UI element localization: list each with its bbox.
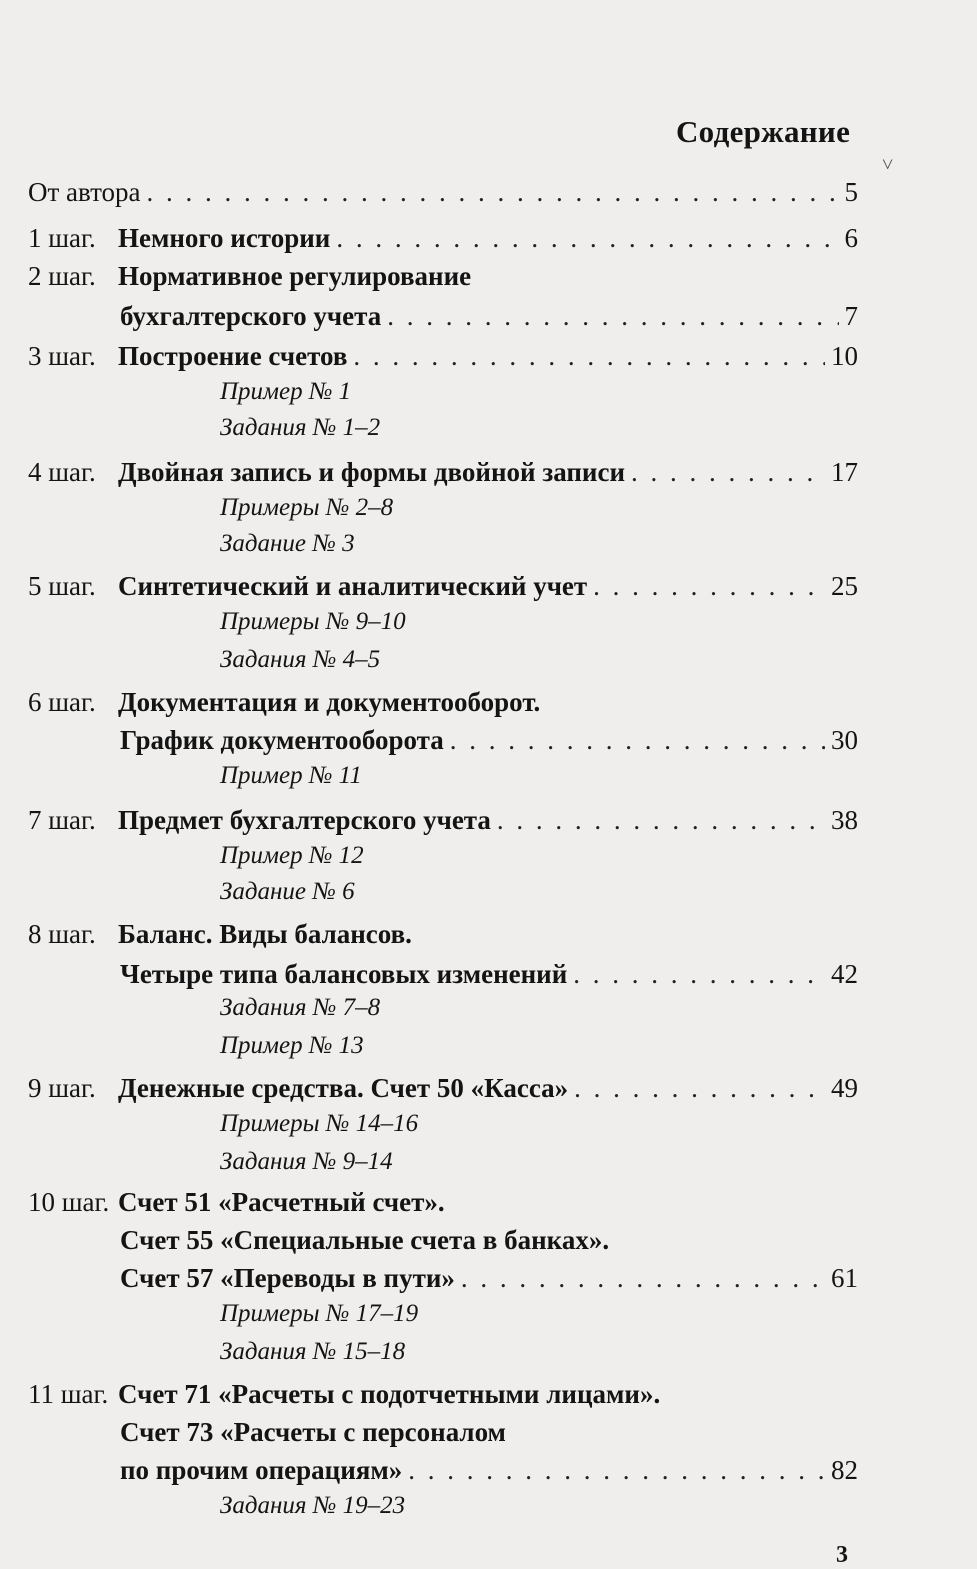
entry-title: Построение счетов	[118, 341, 348, 371]
toc-entry-step-8-cont	[120, 954, 858, 994]
page-number: 25	[831, 571, 858, 601]
sub-entry: Примеры № 9–10	[220, 608, 406, 635]
sub-entry: Примеры № 14–16	[220, 1110, 419, 1137]
leader-dots	[461, 1258, 825, 1298]
page-number: 5	[844, 177, 858, 207]
toc-entry-step-10-cont	[120, 1258, 858, 1298]
sub-entry: Пример № 11	[220, 762, 362, 789]
toc-entry-step-11-cont	[120, 1450, 858, 1490]
toc-entry-step-5	[28, 566, 858, 606]
sub-entry: Задание № 3	[220, 530, 355, 557]
leader-dots	[387, 296, 838, 336]
sub-entry: Задания № 1–2	[220, 414, 381, 441]
toc-entry-step-9	[28, 1068, 858, 1108]
toc-entry-step-7	[28, 800, 858, 840]
entry-title-line-2: Счет 55 «Специальные счета в банках».	[120, 1225, 610, 1255]
step-label: 2 шаг.	[28, 261, 96, 291]
page-number: 61	[831, 1263, 858, 1293]
toc-entry-author	[28, 172, 858, 212]
step-label: 7 шаг.	[28, 805, 96, 835]
sub-entry: Пример № 12	[220, 842, 364, 869]
leader-dots	[336, 218, 838, 258]
leader-dots	[631, 452, 825, 492]
leader-dots	[574, 1068, 825, 1108]
sub-entry: Примеры № 2–8	[220, 494, 394, 521]
sub-entry: Задания № 7–8	[220, 994, 381, 1021]
toc-entry-step-1	[28, 218, 858, 258]
leader-dots	[450, 720, 825, 760]
leader-dots	[573, 954, 825, 994]
toc-entry-step-11	[28, 1374, 858, 1414]
entry-title: Документация и документооборот.	[118, 687, 541, 717]
page-title: Содержание	[676, 114, 851, 149]
entry-title-line-3: по прочим операциям»	[120, 1455, 403, 1485]
sub-entry: Примеры № 17–19	[220, 1300, 419, 1327]
entry-title-line-2: График документооборота	[120, 725, 444, 755]
entry-title: Счет 51 «Расчетный счет».	[118, 1187, 445, 1217]
sub-entry: Задания № 4–5	[220, 646, 381, 673]
step-label: 5 шаг.	[28, 571, 96, 601]
step-label: 8 шаг.	[28, 919, 96, 949]
step-label: 11 шаг.	[28, 1379, 109, 1409]
entry-title-line-2: Счет 73 «Расчеты с персоналом	[120, 1417, 506, 1447]
page-number: 17	[831, 457, 858, 487]
page-number: 42	[831, 959, 858, 989]
page-number: 38	[831, 805, 858, 835]
entry-title: Денежные средства. Счет 50 «Касса»	[118, 1073, 569, 1103]
toc-entry-step-2-cont	[120, 296, 858, 336]
page-number: 82	[831, 1455, 858, 1485]
leader-dots	[147, 172, 839, 212]
leader-dots	[353, 336, 825, 376]
entry-title: Немного истории	[118, 223, 331, 253]
entry-title: Счет 71 «Расчеты с подотчетными лицами».	[118, 1379, 661, 1409]
step-label: 6 шаг.	[28, 687, 96, 717]
step-label: 4 шаг.	[28, 457, 96, 487]
sub-entry: Пример № 13	[220, 1032, 364, 1059]
page-number: 10	[831, 341, 858, 371]
entry-title-line-3: Счет 57 «Переводы в пути»	[120, 1263, 455, 1293]
toc-entry-step-10	[28, 1182, 858, 1222]
entry-title: Предмет бухгалтерского учета	[118, 805, 491, 835]
toc-entry-step-6-cont	[120, 720, 858, 760]
page-number: 49	[831, 1073, 858, 1103]
step-label: 9 шаг.	[28, 1073, 96, 1103]
step-label: 3 шаг.	[28, 341, 96, 371]
step-label: 10 шаг.	[28, 1187, 110, 1217]
sub-entry: Задания № 19–23	[220, 1492, 406, 1519]
toc-entry-step-4	[28, 452, 858, 492]
leader-dots	[497, 800, 825, 840]
entry-title-line-2: бухгалтерского учета	[120, 301, 382, 331]
step-label: 1 шаг.	[28, 223, 96, 253]
entry-title: Синтетический и аналитический учет	[118, 571, 588, 601]
sub-entry: Пример № 1	[220, 378, 352, 405]
toc-entry-step-6	[28, 682, 858, 722]
sub-entry: Задание № 6	[220, 878, 355, 905]
entry-title: Баланс. Виды балансов.	[118, 919, 412, 949]
toc-entry-label: От автора	[28, 177, 141, 207]
entry-title-line-2: Четыре типа балансовых изменений	[120, 959, 568, 989]
entry-title: Нормативное регулирование	[118, 261, 472, 291]
pencil-tick-mark: ˅	[882, 154, 894, 176]
page-number: 6	[844, 223, 858, 253]
sub-entry: Задания № 15–18	[220, 1338, 406, 1365]
sub-entry: Задания № 9–14	[220, 1148, 393, 1175]
entry-title: Двойная запись и формы двойной записи	[118, 457, 626, 487]
leader-dots	[593, 566, 825, 606]
leader-dots	[408, 1450, 825, 1490]
toc-entry-step-3	[28, 336, 858, 376]
toc-entry-step-8	[28, 914, 858, 954]
toc-entry-step-2	[28, 256, 858, 296]
page-number: 7	[844, 301, 858, 331]
page-number: 30	[831, 725, 858, 755]
page-folio-number: 3	[836, 1542, 848, 1568]
